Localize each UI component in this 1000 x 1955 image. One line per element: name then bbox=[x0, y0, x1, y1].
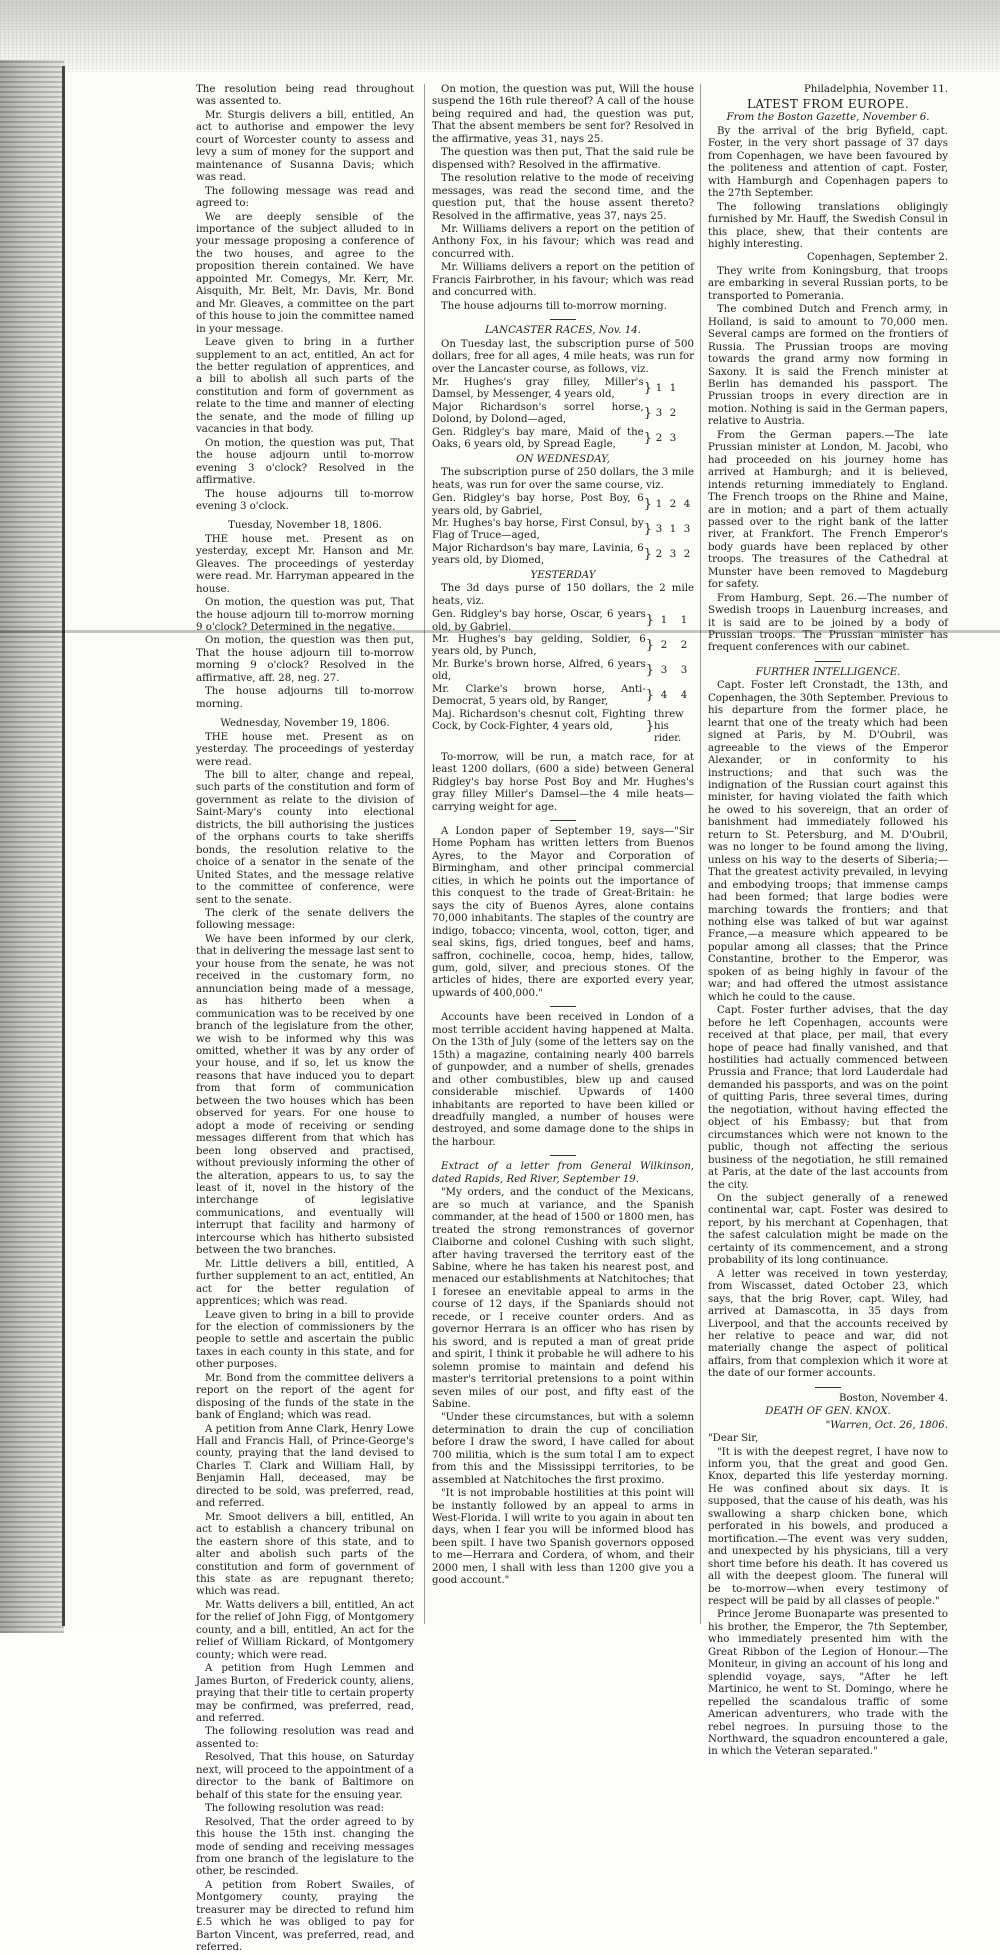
heat-result: 4 bbox=[683, 499, 691, 511]
horse-description: Gen. Ridgley's bay mare, Maid of the Oaks, 6 years old, by Spread Eagle, bbox=[432, 426, 644, 451]
paragraph: Prince Jerome Buonaparte was presented to his brother, the Emperor, the 7th September, who immediately presented him with the Great Ribbon of the Legion of Honour.—The Moniteur, in giving an account of his long and splendid voyage, says, "After he left Martinico, he went to St. Domingo, where he repelled the scandalous traffic of some American adventurers, who trade with the rebel negroes. In pursuing those to the Northward, the squadron encountered a gale, in which the Veteran separated." bbox=[708, 1609, 948, 1758]
brace-mark: } bbox=[645, 663, 654, 679]
paragraph: Capt. Foster left Cronstadt, the 13th, and Copenhagen, the 30th September. Previous to his departure from the former place, he learnt that one of the treaty which had been signed at Paris, by M. D'Oubril, was agreeable to the views of the Emperor Alexander, or in conformity to his instructions; and that such was the indignation of the Russian court against this minister, for having violated the faith which he owed to his sovereign, that an order of banishment had immediately followed his return to St. Petersburg, and M. D'Oubril, was no longer to be found among the living, unless on his way to the deserts of Siberia;—That the greatest activity prevailed, in levying and embodying troops; that immense camps had been formed; that large bodies were marching towards the frontiers; and that nothing else was talked of but war against France,—a measure which appeared to be popular among all classes; that the Prince Constantine, brother to the Emperor, was spoken of as being highly in favour of the war; and had offered the utmost assistance which he could to the cause. bbox=[708, 680, 948, 1003]
paragraph: Tuesday, November 18, 1806. bbox=[228, 520, 382, 532]
scan-left-edge bbox=[0, 60, 64, 1633]
heat-result: 1 bbox=[660, 615, 668, 627]
europe-intro bbox=[708, 126, 948, 252]
paragraph: Mr. Watts delivers a bill, entitled, An act for the relief of John Figg, of Montgomery county, and a bill, entitled, An act for the relief of William Rickard, of Montgomery county; which were read. bbox=[196, 1599, 414, 1661]
heat-result: 3 bbox=[660, 665, 668, 677]
brace-mark: } bbox=[643, 431, 652, 446]
paragraph: The resolution being read throughout was assented to. bbox=[196, 84, 414, 108]
paragraph: On the subject generally of a renewed continental war, capt. Foster was desired to report, by his merchant at Copenhagen, that the safest calculation might be made on the certainty of its commencement, and a strong probability of its long continuance. bbox=[708, 1192, 948, 1267]
brace-mark: } bbox=[643, 547, 652, 563]
heat-result: 2 bbox=[655, 549, 663, 561]
paragraph: The clerk of the senate delivers the following message: bbox=[196, 908, 414, 932]
paragraph: We are deeply sensible of the importance of the subject alluded to in your message proposing a conference of the two houses, and agree to the proposition therein contained. We have appointed Mr. Comegys, Mr. Kerr, Mr. Aisquith, Mr. Belt, Mr. Davis, Mr. Bond and Mr. Gleaves, a committee on the part of this house to join the committee named in your message. bbox=[196, 211, 414, 335]
separator-rule bbox=[815, 1387, 841, 1388]
race-entry bbox=[432, 518, 694, 543]
race-entry bbox=[432, 709, 694, 745]
wednesday-heading: ON WEDNESDAY, bbox=[516, 453, 610, 465]
paragraph: Mr. Little delivers a bill, entitled, A further supplement to an act, entitled, An act for the better regulation of apprentices; which was read. bbox=[196, 1258, 414, 1308]
horse-description: Mr. Hughes's gray filley, Miller's Damsel, by Messenger, 4 years old, bbox=[432, 376, 644, 401]
wilkinson-letter-heading: Extract of a letter from General Wilkinson, dated Rapids, Red River, September 19. bbox=[432, 1161, 694, 1185]
paragraph: Wednesday, November 19, 1806. bbox=[220, 718, 390, 730]
heat-result: 3 bbox=[680, 665, 688, 677]
race-entry bbox=[432, 377, 694, 402]
paragraph: The house adjourns till to-morrow morning. bbox=[196, 686, 414, 710]
knox-letter-body bbox=[708, 1447, 948, 1759]
paragraph: The house adjourns till to-morrow evening 3 o'clock. bbox=[196, 488, 414, 512]
heat-result: 2 bbox=[680, 640, 688, 652]
race-entry bbox=[432, 634, 694, 659]
horse-description: Gen. Ridgley's bay horse, Oscar, 6 years old, by Gabriel. bbox=[432, 609, 646, 633]
paragraph: Mr. Bond from the committee delivers a report on the report of the agent for disposing of the funds of the state in the bank of England; which was read. bbox=[196, 1372, 414, 1422]
heat-result bbox=[680, 402, 694, 427]
race-entry bbox=[432, 659, 694, 684]
paragraph: Capt. Foster further advises, that the day before he left Copenhagen, accounts were received at that place, per mail, that every hope of peace had finally vanished, and that hostilities had actually commenced between Prussia and France; that lord Lauderdale had demanded his passports, and was on the point of quitting Paris, three several times, during the negotiation, without having effected the object of his Embassy; but that from circumstances which were not known to the public, though not affecting the serious business of the negotiation, he still remained at Paris, at the date of the last accounts from the city. bbox=[708, 1005, 948, 1191]
paragraph: From the German papers.—The late Prussian minister at London, M. Jacobi, who had proceeded on his journey home has arrived at Hamburgh; and it is believed, intends returning immediately to England. The French troops on the Rhine and Maine, are in motion; and a part of them actually passed over to the right bank of the latter river, at Frankfort. The French Emperor's body guards have been replaced by other troops. The treasures of the Cathedral at Munster have been removed to Magdeburg for safety. bbox=[708, 429, 948, 591]
heat-result: 1 bbox=[655, 383, 663, 395]
heat-result: 3 bbox=[669, 433, 677, 444]
heat-result: 2 bbox=[683, 549, 691, 561]
separator-rule bbox=[550, 1155, 576, 1156]
paragraph: The following message was read and agreed to: bbox=[196, 185, 414, 210]
source-line: From the Boston Gazette, November 6. bbox=[726, 112, 930, 124]
paragraph: A petition from Hugh Lemmen and James Burton, of Frederick county, aliens, praying that their title to certain property may be confirmed, was preferred, read, and referred. bbox=[196, 1663, 414, 1724]
paragraph: On motion, the question was then put, That the house adjourn till to-morrow morning 9 o'clock? Resolved in the affirmative, aff. 28, neg. 27. bbox=[196, 635, 414, 684]
yesterday-heading: YESTERDAY bbox=[530, 569, 596, 581]
brace-mark: } bbox=[645, 718, 654, 734]
paragraph: THE house met. Present as on yesterday, except Mr. Hanson and Mr. Gleaves. The proceedings of yesterday were read. Mr. Harryman appeared in the house. bbox=[196, 533, 414, 595]
paragraph: Resolved, That the order agreed to by this house the 15th inst. changing the mode of sending and receiving messages from one branch of the legislature to the other, be rescinded. bbox=[196, 1816, 414, 1878]
separator-rule bbox=[815, 661, 841, 662]
race-entry bbox=[432, 402, 694, 427]
match-race-notice: To-morrow, will be run, a match race, for at least 1200 dollars, (600 a side) between General Ridgley's bay horse Post Boy and Mr. Hughes's gray filley Miller's Damsel—the 4 mile heats—carrying weight for age. bbox=[432, 751, 694, 813]
horse-description: Maj. Richardson's chesnut colt, Fighting Cock, by Cock-Fighter, 4 years old, bbox=[432, 708, 646, 733]
horse-description: Mr. Hughes's bay gelding, Soldier, 6 years old, by Punch, bbox=[432, 634, 646, 658]
further-intelligence-body bbox=[708, 680, 948, 1380]
paragraph: "It is not improbable hostilities at this point will be instantly followed by an appeal to arms in West-Florida. I will write to you again in about ten days, when I fear you will be informed blood has been spilt. I have two Spanish governors opposed to me—Herrara and Cordera, of whom, and their 2000 men, I shall with less than 1200 give you a good account." bbox=[432, 1488, 694, 1587]
heat-result: 1 bbox=[655, 499, 663, 511]
wilkinson-letter-body bbox=[432, 1187, 694, 1588]
separator-rule bbox=[550, 820, 576, 821]
philadelphia-dateline: Philadelphia, November 11. bbox=[803, 84, 948, 95]
heat-result: 3 bbox=[655, 524, 663, 536]
heat-result: 1 bbox=[669, 383, 677, 395]
paragraph: A petition from Anne Clark, Henry Lowe Hall and Francis Hall, of Prince-George's county, praying that the land devised to Charles T. Clark and William Hall, by Benjamin Hall, deceased, may be directed to be sold, was preferred, read, and referred. bbox=[196, 1423, 414, 1510]
paragraph: THE house met. Present as on yesterday. The proceedings of yesterday were read. bbox=[196, 731, 414, 768]
lancaster-races-intro: On Tuesday last, the subscription purse of 500 dollars, free for all ages, 4 mile heats, was run for over the Lancaster course, as follows, viz. bbox=[432, 338, 694, 375]
scan-top-margin bbox=[0, 0, 1000, 72]
race-entry bbox=[432, 493, 694, 518]
latest-from-europe-heading: LATEST FROM EUROPE. bbox=[746, 97, 910, 112]
paragraph: From Hamburg, Sept. 26.—The number of Swedish troops in Lauenburg increases, and it is said are to be joined by a body of Prussian troops. The Prussian minister has frequent conferences with our cabinet. bbox=[708, 592, 948, 654]
paragraph: Mr. Sturgis delivers a bill, entitled, An act to authorise and empower the levy court of Worcester county to assess and levy a sum of money for the support and maintenance of Susanna Davis; which was read. bbox=[196, 109, 414, 184]
lancaster-races-heading: LANCASTER RACES, Nov. 14. bbox=[485, 325, 641, 337]
brace-mark: } bbox=[643, 381, 652, 397]
heat-result: 2 bbox=[660, 640, 668, 652]
copenhagen-dateline: Copenhagen, September 2. bbox=[807, 252, 948, 264]
horse-description: Major Richardson's sorrel horse, Dolond, by Dolond—aged, bbox=[432, 401, 644, 426]
brace-mark: } bbox=[643, 522, 652, 538]
paragraph: Mr. Smoot delivers a bill, entitled, An act to establish a chancery tribunal on the eastern shore of this state, and to alter and abolish such parts of the constitution and form of government of this state as are repugnant thereto; which was read. bbox=[196, 1511, 414, 1598]
yesterday-intro: The 3d days purse of 150 dollars, the 2 mile heats, viz. bbox=[432, 583, 694, 607]
horse-description: Major Richardson's bay mare, Lavinia, 6 years old, by Diomed, bbox=[432, 542, 644, 567]
brace-mark: } bbox=[645, 638, 654, 654]
paragraph: They write from Koningsburg, that troops are embarking in several Russian ports, to be transported to Pomerania. bbox=[708, 265, 948, 302]
paragraph: The bill to alter, change and repeal, such parts of the constitution and form of government as relate to the division of Saint-Mary's county into electional districts, the bill authorising the justices of the orphans courts to take sheriffs bonds, the resolution relative to the choice of a senator in the senate of the United States, and the message relative to the committee of conference, were sent to the senate. bbox=[196, 770, 414, 906]
paragraph: On motion, the question was put, That the house adjourn till to-morrow morning 9 o'clock? Determined in the negative. bbox=[196, 597, 414, 634]
heat-result: 3 bbox=[669, 549, 677, 561]
horse-description: Mr. Hughes's bay horse, First Consul, by Flag of Truce—aged, bbox=[432, 517, 644, 542]
brace-mark: } bbox=[643, 406, 652, 422]
heat-result: 1 bbox=[680, 615, 688, 627]
heat-result: 2 bbox=[669, 408, 677, 420]
race-results-tuesday bbox=[432, 377, 694, 452]
heat-result: 3 bbox=[655, 408, 663, 420]
paragraph: Resolved, That this house, on Saturday next, will proceed to the appointment of a director to the bank of Baltimore on behalf of this state for the ensuing year. bbox=[196, 1752, 414, 1801]
knox-letter-place-date: "Warren, Oct. 26, 1806. bbox=[825, 1419, 948, 1431]
race-entry bbox=[432, 543, 694, 568]
column-1 bbox=[196, 84, 414, 1954]
paragraph: The house adjourns till to-morrow morning. bbox=[441, 300, 667, 312]
race-entry bbox=[432, 684, 694, 709]
paragraph: On motion, the question was put, That the house adjourn until to-morrow evening 3 o'clock? Resolved in the affirmative. bbox=[196, 437, 414, 487]
paragraph: The question was then put, That the said rule be dispensed with? Resolved in the affirmative. bbox=[432, 147, 694, 171]
horse-description: Mr. Clarke's brown horse, Anti-Democrat, 5 years old, by Ranger, bbox=[432, 683, 646, 708]
paragraph: Mr. Williams delivers a report on the petition of Anthony Fox, in his favour; which was read and concurred with. bbox=[432, 223, 694, 260]
house-proceedings-continued bbox=[432, 84, 694, 313]
paragraph: The combined Dutch and French army, in Holland, is said to amount to 70,000 men. Several camps are formed on the frontiers of Russia. The Prussian troops are moving towards the grand army now forming in Saxony. It is said the French minister at Berlin has demanded his passport. The Prussian troops in every direction are in motion. Nothing is said in the German papers, relative to Austria. bbox=[708, 304, 948, 428]
heat-result: 1 bbox=[669, 524, 677, 536]
paragraph: "My orders, and the conduct of the Mexicans, are so much at variance, and the Spanish commander, at the head of 1500 or 1800 men, has treated the strong remonstrances of governor Claiborne and colonel Cushing with such slight, after having traversed the territory east of the Sabine, where he has taken his nearest post, and menaced our establishments at Natchitoches; that I foresee an enevitable appeal to arms in the course of 12 days, if the Spaniards should not recede, or I receive counter orders. And as governor Herrara is an officer who has risen by his sword, and is reputed a man of great pride and spirit, I think it probable he will adhere to his solemn promise to maintain and defend his master's territorial pretensions to a point within seven miles of our post, and fifty east of the Sabine. bbox=[432, 1187, 694, 1410]
paragraph: The resolution relative to the mode of receiving messages, was read the second time, and the question put, that the house assent thereto? Resolved in the affirmative, yeas 37, nays 25. bbox=[432, 173, 694, 222]
copenhagen-news bbox=[708, 266, 948, 655]
paragraph: The following resolution was read and assented to: bbox=[196, 1726, 414, 1750]
paragraph: A petition from Robert Swailes, of Montgomery county, praying the treasurer may be directed to refund him £.5 which he was obliged to pay for Barton Vincent, was preferred, read, and referred. bbox=[196, 1879, 414, 1954]
heat-result: 4 bbox=[660, 690, 668, 702]
separator-rule bbox=[550, 1006, 576, 1007]
heat-result: 2 bbox=[669, 499, 677, 511]
race-entry bbox=[432, 427, 694, 452]
heat-result bbox=[680, 427, 694, 452]
boston-dateline: Boston, November 4. bbox=[839, 1392, 948, 1404]
column-2 bbox=[432, 84, 694, 1624]
column-1-body bbox=[196, 84, 414, 1955]
paragraph: Mr. Williams delivers a report on the petition of Francis Fairbrother, in his favour; which was read and concurred with. bbox=[432, 262, 694, 299]
race-results-wednesday bbox=[432, 493, 694, 568]
column-rule-1 bbox=[424, 84, 425, 1624]
paragraph: The following resolution was read: bbox=[205, 1803, 385, 1815]
paragraph: The following translations obligingly furnished by Mr. Hauff, the Swedish Consul in this place, shew, that their contents are highly interesting. bbox=[708, 201, 948, 250]
column-3 bbox=[708, 84, 948, 1758]
letter-salutation: "Dear Sir, bbox=[708, 1433, 759, 1445]
further-intelligence-heading: FURTHER INTELLIGENCE. bbox=[755, 666, 901, 678]
heat-note: threw his rider. bbox=[654, 708, 684, 744]
heat-result: 3 bbox=[683, 524, 691, 536]
wednesday-intro: The subscription purse of 250 dollars, the 3 mile heats, was run for over the same course, viz. bbox=[432, 467, 694, 491]
paragraph: Leave given to bring in a further supplement to an act, entitled, An act for the better regulation of apprentices, and a bill to abolish all such parts of the constitution and form of government as relate to the time and manner of electing the senate, and the mode of filling up vacancies in that body. bbox=[196, 337, 414, 436]
heat-result bbox=[680, 377, 694, 402]
london-paper-item: A London paper of September 19, says—"Sir Home Popham has written letters from Buenos Ayres, to the Mayor and Corporation of Birmingham, and other principal commercial cities, in which he points out the importance of this conquest to the trade of Great-Britain: he says the city of Buenos Ayres, alone contains 70,000 inhabitants. The staples of the country are indigo, tobacco; vincenta, wool, cotton, tiger, and seal skins, figs, dried tongues, beef and hams, saffron, cochinelle, cocoa, hemp, hides, tallow, gum, gold, silver, and precious stones. Of the articles of hides, there are exported every year, upwards of 400,000." bbox=[432, 826, 694, 999]
page-border-rule bbox=[62, 66, 65, 1626]
brace-mark: } bbox=[643, 497, 652, 513]
paragraph: By the arrival of the brig Byfield, capt. Foster, in the very short passage of 37 days from Copenhagen, we have been favoured by the politeness and attention of capt. Foster, with Hamburgh and Copenhagen papers to the 27th September. bbox=[708, 125, 948, 200]
death-of-knox-heading: DEATH OF GEN. KNOX. bbox=[765, 1406, 891, 1418]
column-rule-2 bbox=[700, 84, 701, 1624]
paragraph: A letter was received in town yesterday, from Wiscasset, dated October 23, which says, that the brig Rover, capt. Wiley, had arrived at Damascotta, in 35 days from Liverpool, and that the accounts received by her relative to peace and war, did not materially change the aspect of political affairs, from that complexion which it wore at the date of our former accounts. bbox=[708, 1268, 948, 1380]
paper-fold-line bbox=[0, 630, 1000, 633]
paragraph: On motion, the question was put, Will the house suspend the 16th rule thereof? A call of the house being required and had, the question was put, That the absent members be sent for? Resolved in the affirmative, yeas 31, nays 25. bbox=[432, 84, 694, 145]
malta-accident-item: Accounts have been received in London of a most terrible accident having happened at Malta. On the 13th of July (some of the letters say on the 15th) a magazine, containing nearly 400 barrels of gunpowder, and a number of shells, grenades and other combustibles, blew up and caused considerable mischief. Upwards of 1400 inhabitants are reported to have been killed or dreadfully mangled, a number of houses were destroyed, and some damage done to the ships in the harbour. bbox=[432, 1012, 694, 1148]
horse-description: Mr. Burke's brown horse, Alfred, 6 years old, bbox=[432, 658, 646, 683]
paragraph: "It is with the deepest regret, I have now to inform you, that the great and good Gen. Knox, departed this life yesterday morning. He was confined about six days. It is supposed, that the cause of his death, was his swallowing a sharp chicken bone, which perforated in his bowels, and produced a mortification.—The event was very sudden, and unexpected by his physicians, till a very short time before his death. It has covered us all with the deepest gloom. The funeral will be to-morrow—when every testimony of respect will be paid by all classes of people." bbox=[708, 1446, 948, 1608]
heat-result: 4 bbox=[680, 690, 688, 702]
brace-mark: } bbox=[645, 688, 654, 704]
separator-rule bbox=[550, 319, 576, 320]
brace-mark: } bbox=[645, 613, 654, 629]
heat-result: 2 bbox=[655, 433, 663, 444]
paragraph: "Under these circumstances, but with a solemn determination to drain the cup of conciliation before I draw the sword, I have called for about 700 militia, which is the sum total I am to expect from this and the Mississippi territories, to be assembled at Natchitoches the first proximo. bbox=[432, 1412, 694, 1486]
horse-description: Gen. Ridgley's bay horse, Post Boy, 6 years old, by Gabriel, bbox=[432, 493, 644, 517]
paragraph: Leave given to bring in a bill to provide for the election of commissioners by the people to settle and ascertain the public taxes in each county in this state, and for other purposes. bbox=[196, 1309, 414, 1371]
paragraph: We have been informed by our clerk, that in delivering the message last sent to your house from the senate, he was not received in the customary form, no annunciation being made of a message, as has hitherto been when a communication was to be received by one branch of the legislature from the other, we wish to be informed why this was omitted, whether it was by any order of your house, and if so, let us know the reasons that have induced you to depart from that form of communication between the two houses which has been observed for years. For one house to adopt a mode of receiving or sending messages different from that which has been long observed and practised, without previously informing the other of the alteration, appears to us, to say the least of it, novel in the history of the interchange of legislative communications, and eventually will interrupt that facility and harmony of intercourse which has hitherto subsisted between the two branches. bbox=[196, 933, 414, 1257]
